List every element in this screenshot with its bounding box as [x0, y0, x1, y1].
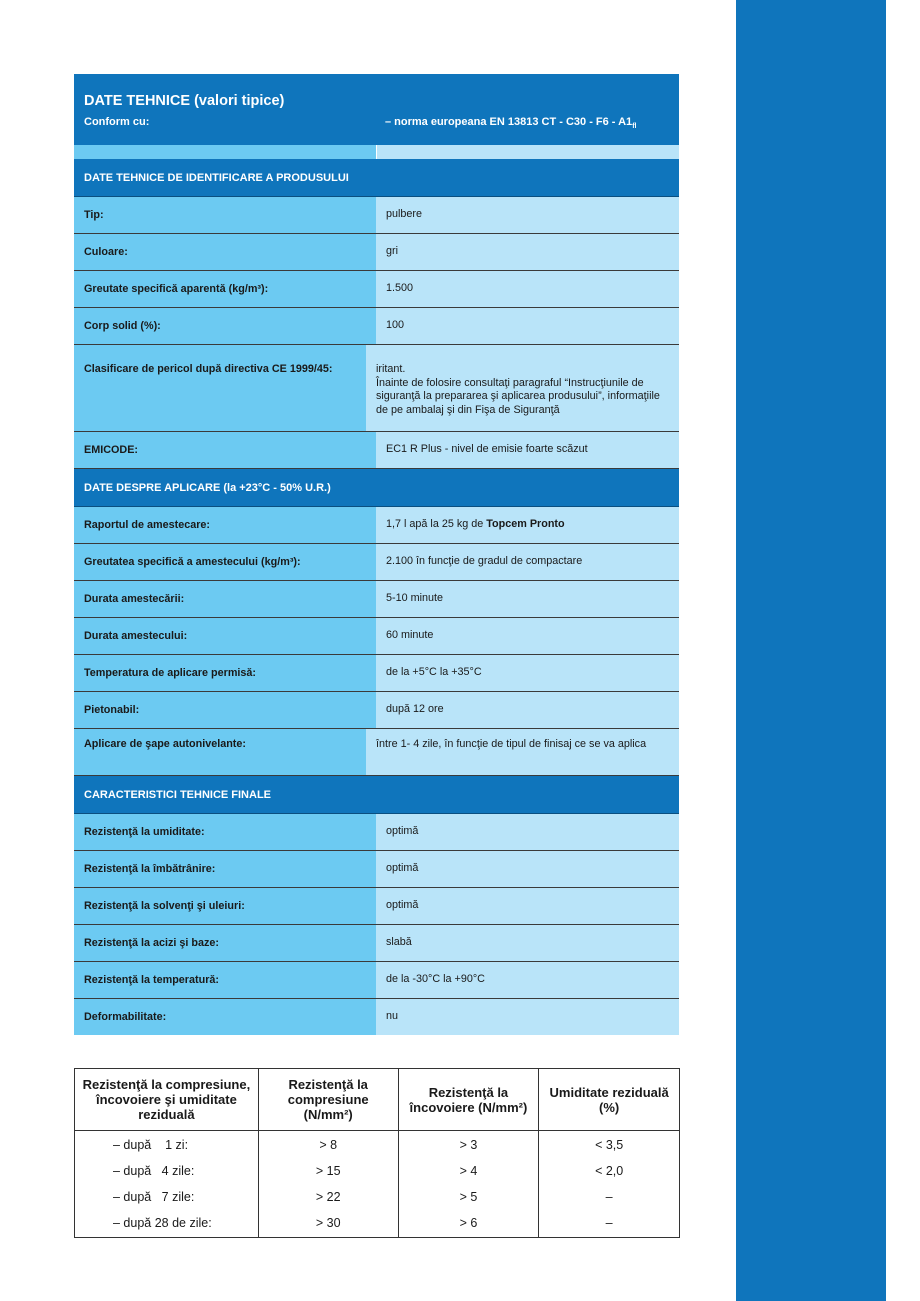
table-cell: > 15 [258, 1158, 398, 1184]
table-cell: – după 1 zi: [75, 1131, 259, 1159]
table-cell: – după 28 de zile: [75, 1210, 259, 1238]
table-row [74, 888, 679, 925]
row-label: Rezistenţă la solvenţi şi uleiuri: [74, 888, 376, 924]
table-row [75, 1158, 680, 1184]
table-row [74, 197, 679, 234]
table-row [74, 271, 679, 308]
row-label: Durata amestecării: [74, 581, 376, 617]
row-value: de la -30°C la +90°C [376, 962, 679, 998]
table-row [75, 1210, 680, 1238]
row-label: Corp solid (%): [74, 308, 376, 344]
row-label: Rezistenţă la acizi şi baze: [74, 925, 376, 961]
column-header: Rezistenţă la încovoiere (N/mm²) [398, 1069, 539, 1131]
table-cell: > 5 [398, 1184, 539, 1210]
section-title: DATE TEHNICE DE IDENTIFICARE A PRODUSULUI [74, 159, 679, 197]
row-label: Rezistenţă la umiditate: [74, 814, 376, 850]
row-label: Clasificare de pericol după directiva CE 1999/45: [74, 345, 366, 431]
section-title: CARACTERISTICI TEHNICE FINALE [74, 776, 679, 814]
row-value: optimă [376, 851, 679, 887]
column-header: Rezistenţă la compresiune, încovoiere şi umiditate reziduală [75, 1069, 259, 1131]
table-row [74, 814, 679, 851]
row-value: optimă [376, 888, 679, 924]
table-cell: > 4 [398, 1158, 539, 1184]
row-label: Aplicare de şape autonivelante: [74, 729, 366, 775]
table-cell: > 8 [258, 1131, 398, 1159]
table-row [74, 962, 679, 999]
table-row [74, 308, 679, 345]
table-row [74, 234, 679, 271]
row-value: slabă [376, 925, 679, 961]
row-label: Durata amestecului: [74, 618, 376, 654]
product-name: Topcem Pronto [486, 518, 565, 531]
table-row [74, 618, 679, 655]
table-cell: – după 7 zile: [75, 1184, 259, 1210]
table-row [74, 729, 679, 776]
row-label: Rezistenţă la îmbătrânire: [74, 851, 376, 887]
table-row [74, 692, 679, 729]
table-header-row [75, 1069, 680, 1131]
table-row [74, 544, 679, 581]
table-row [74, 507, 679, 544]
table-cell: > 6 [398, 1210, 539, 1238]
spacer-row [74, 145, 679, 159]
row-value: optimă [376, 814, 679, 850]
row-value: de la +5°C la +35°C [376, 655, 679, 691]
row-label: Deformabilitate: [74, 999, 376, 1035]
column-header: Umiditate reziduală (%) [539, 1069, 680, 1131]
table-cell: – [539, 1184, 680, 1210]
row-value: nu [376, 999, 679, 1035]
table-cell: – după 4 zile: [75, 1158, 259, 1184]
technical-data-header [74, 74, 679, 145]
table-row [74, 655, 679, 692]
row-value: 1,7 l apă la 25 kg de Topcem Pronto [376, 507, 679, 543]
row-value: iritant. Înainte de folosire consultaţi paragraful “Instrucţiunile de siguranţă la prepararea şi aplicarea produsului”, informaţiile de pe ambalaj şi din Fişa de Siguranţă [366, 345, 679, 431]
row-value: 5-10 minute [376, 581, 679, 617]
table-cell: – [539, 1210, 680, 1238]
table-row [74, 581, 679, 618]
row-value: 2.100 în funcţie de gradul de compactare [376, 544, 679, 580]
row-label: Greutate specifică aparentă (kg/m³): [74, 271, 376, 307]
row-label: EMICODE: [74, 432, 376, 468]
row-value: între 1- 4 zile, în funcţie de tipul de finisaj ce se va aplica [366, 729, 679, 775]
column-header: Rezistenţă la compresiune (N/mm²) [258, 1069, 398, 1131]
row-value: pulbere [376, 197, 679, 233]
table-row [74, 432, 679, 469]
row-label: Pietonabil: [74, 692, 376, 728]
row-value: 60 minute [376, 618, 679, 654]
row-label: Greutatea specifică a amestecului (kg/m³): [74, 544, 376, 580]
table-row [74, 999, 679, 1035]
table-cell: > 22 [258, 1184, 398, 1210]
row-label: Raportul de amestecare: [74, 507, 376, 543]
table-row [74, 925, 679, 962]
row-label: Temperatura de aplicare permisă: [74, 655, 376, 691]
row-label: Rezistenţă la temperatură: [74, 962, 376, 998]
conform-label: Conform cu: [84, 116, 150, 128]
table-cell: < 3,5 [539, 1131, 680, 1159]
table-cell: < 2,0 [539, 1158, 680, 1184]
row-value: după 12 ore [376, 692, 679, 728]
resistance-table [74, 1068, 680, 1238]
row-label: Culoare: [74, 234, 376, 270]
row-value: 100 [376, 308, 679, 344]
table-row [75, 1184, 680, 1210]
header-title: DATE TEHNICE (valori tipice) [84, 93, 285, 109]
side-color-band [736, 0, 886, 1301]
row-value: EC1 R Plus - nivel de emisie foarte scăzut [376, 432, 679, 468]
norm-text: – norma europeana EN 13813 CT - $C30 - F6 - A1_{fl}$ [385, 116, 637, 131]
table-row [74, 345, 679, 432]
section-title: DATE DESPRE APLICARE (la +23°C - 50% U.R.) [74, 469, 679, 507]
row-value: gri [376, 234, 679, 270]
row-label: Tip: [74, 197, 376, 233]
table-row [75, 1131, 680, 1159]
table-cell: > 3 [398, 1131, 539, 1159]
row-value: 1.500 [376, 271, 679, 307]
table-row [74, 851, 679, 888]
technical-data-sheet [74, 74, 679, 1035]
table-cell: > 30 [258, 1210, 398, 1238]
